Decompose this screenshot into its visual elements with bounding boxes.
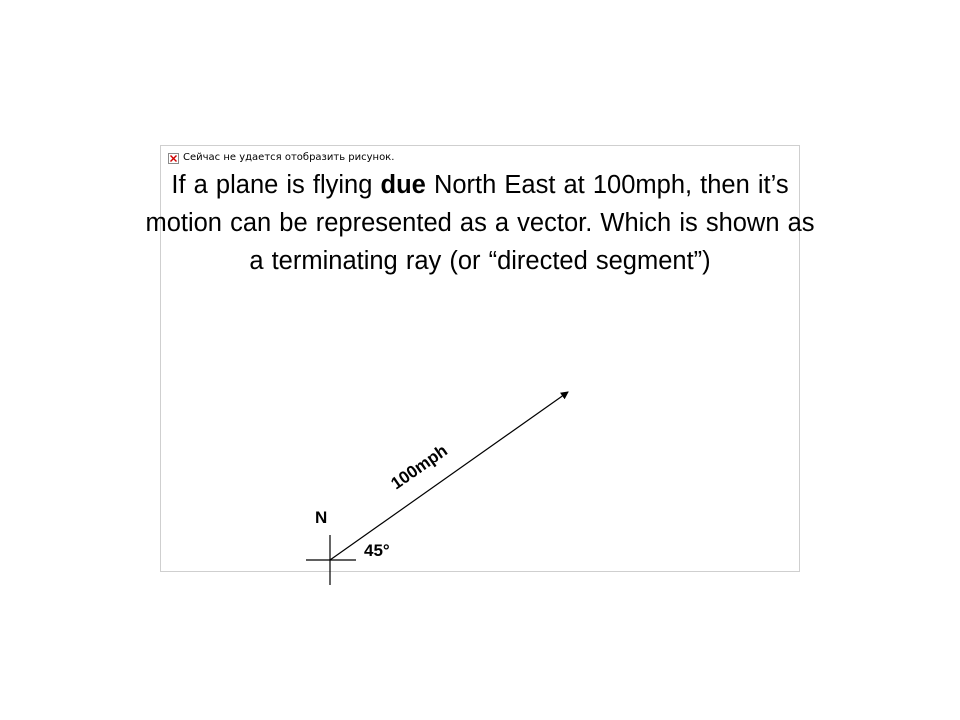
angle-label: 45° — [364, 541, 390, 560]
question-line-1-start: If a plane is flying — [171, 171, 381, 199]
north-label: N — [315, 508, 328, 527]
velocity-vector-arrow — [330, 392, 568, 560]
question-line-2: motion can be represented as a vector. Which is shown as — [145, 209, 815, 237]
question-line-1-end: North East at 100mph, then it’s — [425, 171, 789, 199]
question-line-3: a terminating ray (or “directed segment”) — [249, 247, 711, 275]
magnitude-label: 100mph — [387, 440, 451, 494]
emphasis-due: due — [380, 171, 426, 199]
broken-image-caption: Сейчас не удается отобразить рисунок. — [183, 152, 395, 163]
